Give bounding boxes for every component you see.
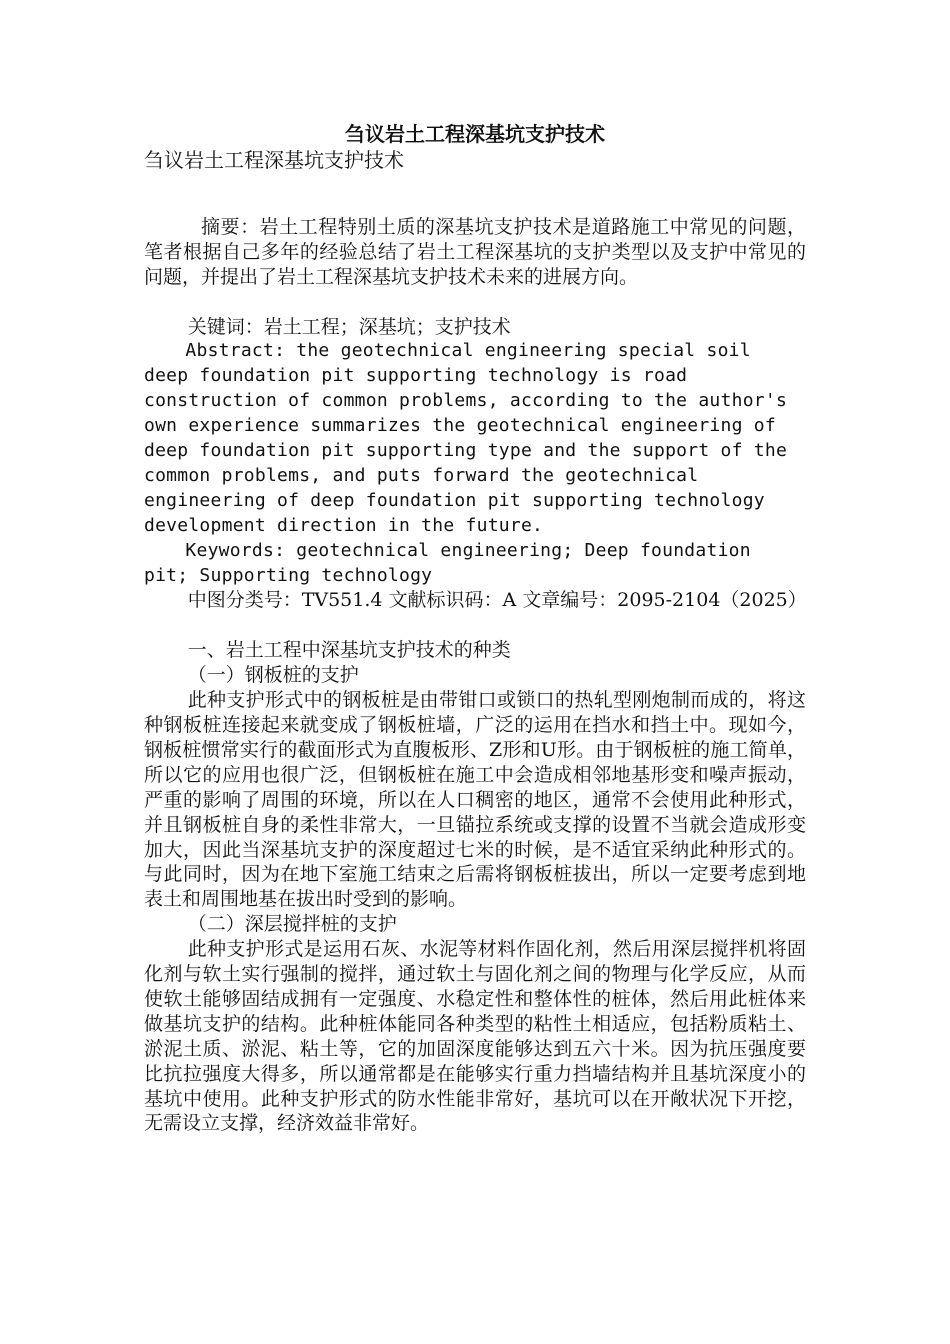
- spacer: [144, 174, 806, 199]
- page-title: 刍议岩土工程深基坑支护技术: [345, 122, 605, 146]
- spacer: [144, 613, 806, 638]
- subsection-heading-2: （二）深层搅拌桩的支护: [187, 913, 397, 936]
- abstract-en-paragraph: Abstract: the geotechnical engineering special soil deep foundation pit supporting technology is road construction of common problems, according to the author's own experience summarizes the geotechnical engineering of deep foundation pit supporting type and the support of the common problems, and puts forward the geotechnical engineering of deep foundation pit supporting technology development direction in the future.: [144, 340, 788, 536]
- keywords-en-line: Keywords: geotechnical engineering; Deep foundation pit; Supporting technology: [144, 539, 751, 586]
- document-body: [144, 122, 806, 1136]
- spacer: [144, 290, 806, 315]
- subsection-body-1: 此种支护形式中的钢板桩是由带钳口或锁口的热轧型刚炮制而成的，将这种钢板桩连接起来就变成了钢板桩墙，广泛的运用在挡水和挡土中。现如今，钢板桩惯常实行的截面形式为直腹板形、Z形和U形。由于钢板桩的施工简单，所以它的应用也很广泛，但钢板桩在施工中会造成相邻地基形变和噪声振动，严重的影响了周围的环境，所以在人口稠密的地区，通常不会使用此种形式，并且钢板桩自身的柔性非常大，一旦锚拉系统或支撑的设置不当就会造成形变加大，因此当深基坑支护的深度超过七米的时候，是不适宜采纳此种形式的。与此同时，因为在地下室施工结束之后需将钢板桩拔出，所以一定要考虑到地表土和周围地基在拔出时受到的影响。: [144, 689, 806, 911]
- keywords-line: 关键词：岩土工程；深基坑；支护技术: [187, 315, 511, 338]
- section-heading: 一、岩土工程中深基坑支护技术的种类: [187, 639, 511, 662]
- subsection-body-2: 此种支护形式是运用石灰、水泥等材料作固化剂，然后用深层搅拌机将固化剂与软土实行强制的搅拌，通过软土与固化剂之间的物理与化学反应，从而使软土能够固结成拥有一定强度、水稳定性和整体性的桩体，然后用此桩体来做基坑支护的结构。此种桩体能同各种类型的粘性土相适应，包括粉质粘土、淤泥土质、淤泥、粘土等，它的加固深度能够达到五六十米。因为抗压强度要比抗拉强度大得多，所以通常都是在能够实行重力挡墙结构并且基坑深度小的基坑中使用。此种支护形式的防水性能非常好，基坑可以在开敞状况下开挖，无需设立支撑，经济效益非常好。: [144, 938, 806, 1135]
- abstract-paragraph: 摘要：岩土工程特别土质的深基坑支护技术是道路施工中常见的问题，笔者根据自己多年的经验总结了岩土工程深基坑的支护类型以及支护中常见的问题，并提出了岩土工程深基坑支护技术未来的进展方向。: [144, 215, 806, 288]
- document-subtitle: 刍议岩土工程深基坑支护技术: [144, 148, 404, 172]
- subsection-heading-1: （一）钢板桩的支护: [187, 664, 359, 687]
- classification-line: 中图分类号：TV551.4 文献标识码：A 文章编号：2095-2104（2025）: [187, 589, 807, 612]
